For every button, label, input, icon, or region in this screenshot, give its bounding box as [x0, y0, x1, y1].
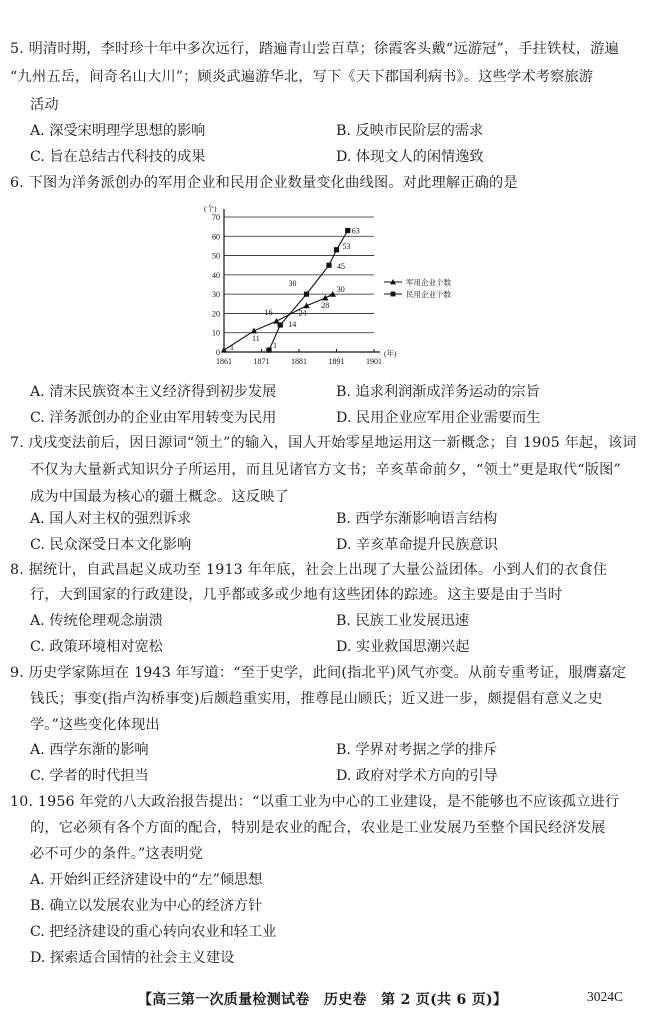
data-label: 63 — [351, 226, 360, 236]
y-tick-label: 20 — [212, 309, 220, 319]
question-stem-line: 行，大到国家的行政建设，几乎都或多或少地有这些团体的踪迹。这主要是由于当时 — [30, 587, 563, 603]
square-marker — [345, 228, 350, 233]
question-stem-line: 的，它必须有各个方面的配合，特别是农业的配合，农业是工业发展乃至整个国民经济发展 — [30, 820, 606, 836]
y-tick-label: 50 — [212, 251, 220, 261]
option-d: D. 实业救国思潮兴起 — [336, 639, 470, 655]
x-tick-label: 1871 — [253, 357, 270, 366]
question-stem-line: 9. 历史学家陈垣在 1943 年写道：“至于史学，此间(指北平)风气亦变。从前专重考证，服膺嘉定 — [10, 665, 627, 681]
option-d: D. 辛亥革命提升民族意识 — [336, 537, 498, 553]
data-label: 16 — [264, 308, 273, 318]
data-label: 45 — [337, 262, 345, 272]
triangle-marker — [251, 328, 257, 334]
option-a: A. 传统伦理观念崩溃 — [30, 613, 163, 629]
data-label: 30 — [336, 285, 345, 295]
legend-label: 军用企业个数 — [406, 278, 451, 287]
option-b: B. 西学东渐影响语言结构 — [336, 511, 498, 527]
x-axis-unit: (年) — [384, 349, 397, 358]
option-a: A. 国人对主权的强烈诉求 — [30, 511, 192, 527]
square-marker — [278, 322, 283, 327]
option-d: D. 体现文人的闲情逸致 — [336, 149, 484, 165]
option-c: C. 把经济建设的重心转向农业和轻工业 — [30, 924, 277, 940]
military-series — [221, 285, 345, 352]
legend-label: 民用企业个数 — [406, 290, 451, 299]
data-label: 1 — [273, 341, 277, 351]
question-stem-line: 钱氏；事变(指卢沟桥事变)后颇趋重实用，推尊昆山顾氏；近又进一步，颇提倡有意义之史 — [30, 691, 603, 707]
option-a: A. 清末民族资本主义经济得到初步发展 — [30, 384, 277, 400]
triangle-marker — [322, 295, 328, 301]
data-label: 28 — [321, 301, 330, 310]
y-tick-label: 60 — [212, 232, 220, 242]
data-label: 1 — [230, 343, 234, 353]
question-stem-line: 5. 明清时期，李时珍十年中多次远行，踏遍青山尝百草；徐霞客头戴“远游冠”，手拄铁杖，游遍 — [10, 41, 620, 57]
square-marker — [304, 292, 309, 297]
page-footer: 【高三第一次质量检测试卷 历史卷 第 2 页(共 6 页)】 — [138, 992, 508, 1008]
option-b: B. 民族工业发展迅速 — [336, 613, 469, 629]
option-c: C. 洋务派创办的企业由军用转变为民用 — [30, 410, 277, 426]
data-label: 24 — [298, 308, 307, 318]
option-a: A. 开始纠正经济建设中的“左”倾思想 — [30, 872, 263, 888]
question-stem-line: 必不可少的条件。”这表明党 — [30, 846, 204, 862]
option-a: A. 深受宋明理学思想的影响 — [30, 123, 206, 139]
civil-series — [266, 227, 359, 353]
square-marker — [391, 292, 396, 297]
option-c: C. 学者的时代担当 — [30, 768, 149, 784]
question-stem-line: 6. 下图为洋务派创办的军用企业和民用企业数量变化曲线图。对此理解正确的是 — [10, 175, 518, 191]
square-marker — [334, 247, 339, 252]
option-b: B. 确立以发展农业为中心的经济方针 — [30, 898, 263, 914]
data-label: 14 — [288, 320, 297, 329]
question-stem-line: 8. 据统计，自武昌起义成功至 1913 年年底，社会上出现了大量公益团体。小到人们的衣食住 — [10, 562, 608, 578]
question-stem-line: 不仅为大量新式知识分子所运用，而且见诸官方文书；辛亥革命前夕，“领土”更是取代“版图” — [30, 462, 621, 478]
chart-series — [221, 227, 360, 353]
y-axis-unit: (个) — [204, 204, 217, 213]
square-marker — [326, 263, 331, 268]
data-label: 53 — [342, 241, 351, 251]
option-c: C. 旨在总结古代科技的成果 — [30, 149, 206, 165]
option-a: A. 西学东渐的影响 — [30, 742, 149, 758]
question-stem-line: 10. 1956 年党的八大政治报告提出：“以重工业为中心的工业建设，是不能够也不应该孤立进行 — [10, 794, 620, 810]
y-tick-label: 10 — [212, 328, 220, 338]
triangle-marker — [221, 347, 227, 353]
chart-tick-labels — [204, 203, 397, 366]
y-tick-label: 30 — [212, 290, 220, 300]
y-tick-label: 70 — [212, 213, 220, 222]
option-d: D. 探索适合国情的社会主义建设 — [30, 950, 235, 966]
chart-legend — [384, 277, 451, 299]
option-c: C. 民众深受日本文化影响 — [30, 537, 192, 553]
y-tick-label: 0 — [216, 348, 220, 357]
x-tick-label: 1901 — [366, 357, 382, 366]
question-stem-line: “九州五岳，间奇名山大川”；顾炎武遍游华北，写下《天下郡国利病书》。这些学术考察旅游 — [10, 69, 594, 85]
question-stem-line: 学。”这些变化体现出 — [30, 717, 160, 733]
data-label: 11 — [252, 333, 260, 343]
option-d: D. 政府对学术方向的引导 — [336, 768, 498, 784]
question-stem-line: 7. 戊戌变法前后，因日源词“领土”的输入，国人开始零星地运用这一新概念；自 1905 年起，该词 — [10, 435, 637, 451]
data-label: 30 — [288, 279, 297, 289]
option-c: C. 政策环境相对宽松 — [30, 639, 163, 655]
question-stem-line: 成为中国最为核心的疆土概念。这反映了 — [30, 489, 289, 505]
exam-code: 3024C — [587, 989, 624, 1004]
option-d: D. 民用企业应军用企业需要而生 — [336, 410, 541, 426]
x-tick-label: 1881 — [291, 357, 307, 366]
question-stem-line: 活动 — [30, 97, 59, 113]
option-b: B. 反映市民阶层的需求 — [336, 123, 484, 139]
square-marker — [266, 347, 271, 352]
x-tick-label: 1861 — [216, 357, 232, 366]
y-tick-label: 40 — [212, 270, 220, 280]
x-tick-label: 1891 — [328, 357, 345, 366]
triangle-marker — [303, 303, 309, 309]
option-b: B. 追求利润渐成洋务运动的宗旨 — [336, 384, 540, 400]
enterprise-count-chart — [196, 196, 496, 376]
option-b: B. 学界对考据之学的排斥 — [336, 742, 498, 758]
